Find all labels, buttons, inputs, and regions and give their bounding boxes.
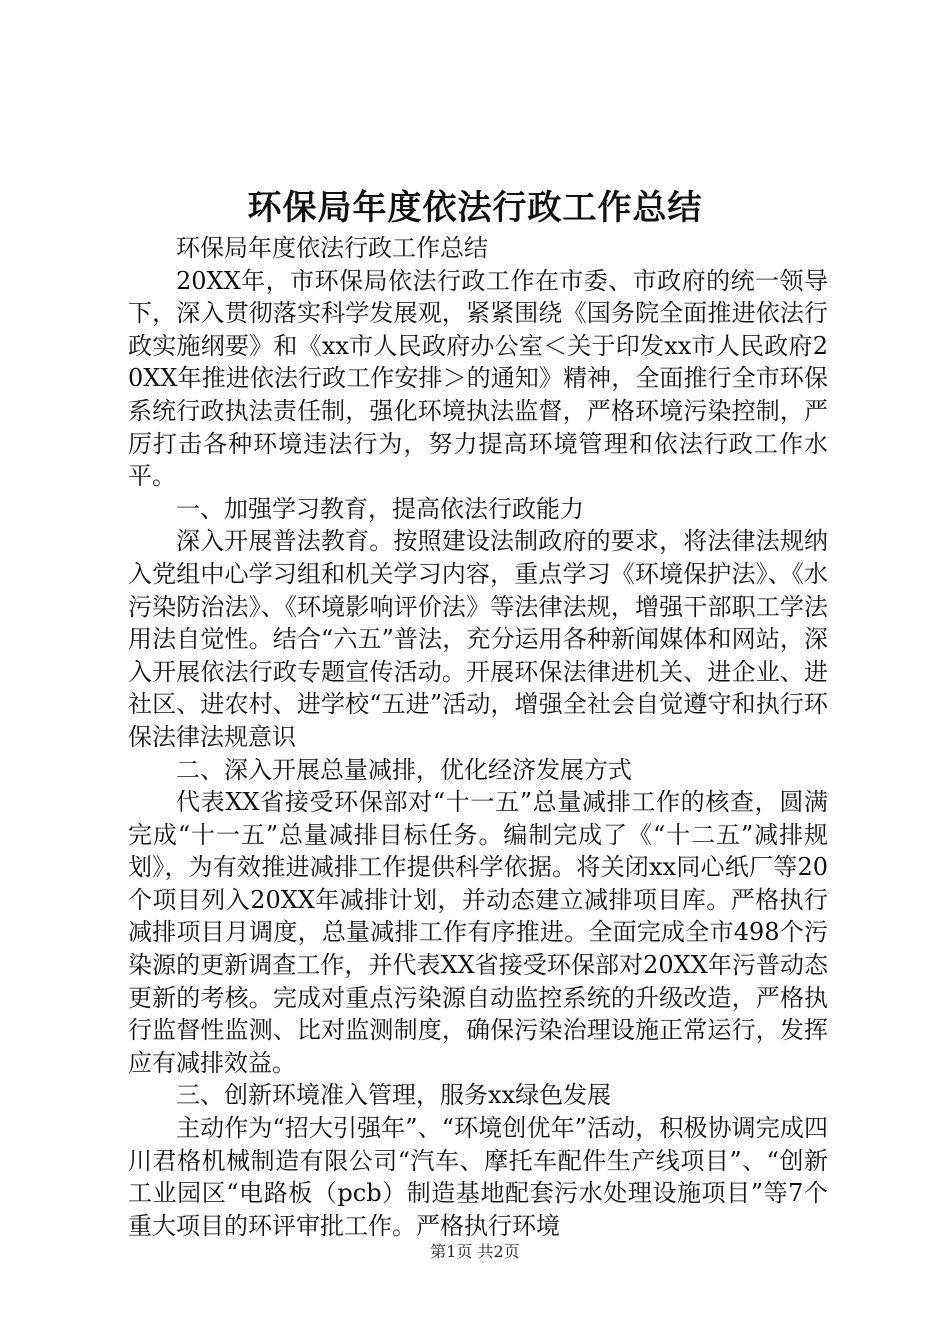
section-heading-3: 三、创新环境准入管理，服务xx绿色发展 xyxy=(176,1081,612,1110)
section-heading-2: 二、深入开展总量减排，优化经济发展方式 xyxy=(176,755,632,784)
section-paragraph-3: 主动作为“招大引强年”、“环境创优年”活动，积极协调完成四川君格机械制造有限公司“汽车、摩托车配件生产线项目”、“创新工业园区“电路板（pcb）制造基地配套污水处理设施项目”等7个重大项目的环评审批工作。严格执行环境 xyxy=(128,1114,828,1240)
document-body xyxy=(128,232,828,1242)
document-title: 环保局年度依法行政工作总结 xyxy=(247,188,703,228)
subtitle-paragraph: 环保局年度依法行政工作总结 xyxy=(176,234,488,262)
page-footer: 第1页 共2页 xyxy=(430,1242,520,1261)
section-heading-1: 一、加强学习教育，提高依法行政能力 xyxy=(176,494,584,523)
section-paragraph-1: 深入开展普法教育。按照建设法制政府的要求，将法律法规纳入党组中心学习组和机关学习内容，重点学习《环境保护法》、《水污染防治法》、《环境影响评价法》等法律法规，增强干部职工学法用法自觉性。结合“六五”普法，充分运用各种新闻媒体和网站，深入开展依法行政专题宣传活动。开展环保法律进机关、进企业、进社区、进农村、进学校“五进”活动，增强全社会自觉遵守和执行环保法律法规意识 xyxy=(128,527,828,751)
intro-paragraph: 20XX年，市环保局依法行政工作在市委、市政府的统一领导下，深入贯彻落实科学发展观，紧紧围绕《国务院全面推进依法行政实施纲要》和《xx市人民政府办公室＜关于印发xx市人民政府20XX年推进依法行政工作安排＞的通知》精神，全面推行全市环保系统行政执法责任制，强化环境执法监督，严格环境污染控制，严厉打击各种环境违法行为，努力提高环境管理和依法行政工作水平。 xyxy=(128,266,828,491)
section-paragraph-2: 代表XX省接受环保部对“十一五”总量减排工作的核查，圆满完成“十一五”总量减排目标任务。编制完成了《“十二五”减排规划》，为有效推进减排工作提供科学依据。将关闭xx同心纸厂等20个项目列入20XX年减排计划，并动态建立减排项目库。严格执行减排项目月调度，总量减排工作有序推进。全面完成全市498个污染源的更新调查工作，并代表XX省接受环保部对20XX年污普动态更新的考核。完成对重点污染源自动监控系统的升级改造，严格执行监督性监测、比对监测制度，确保污染治理设施正常运行，发挥应有减排效益。 xyxy=(128,788,828,1077)
